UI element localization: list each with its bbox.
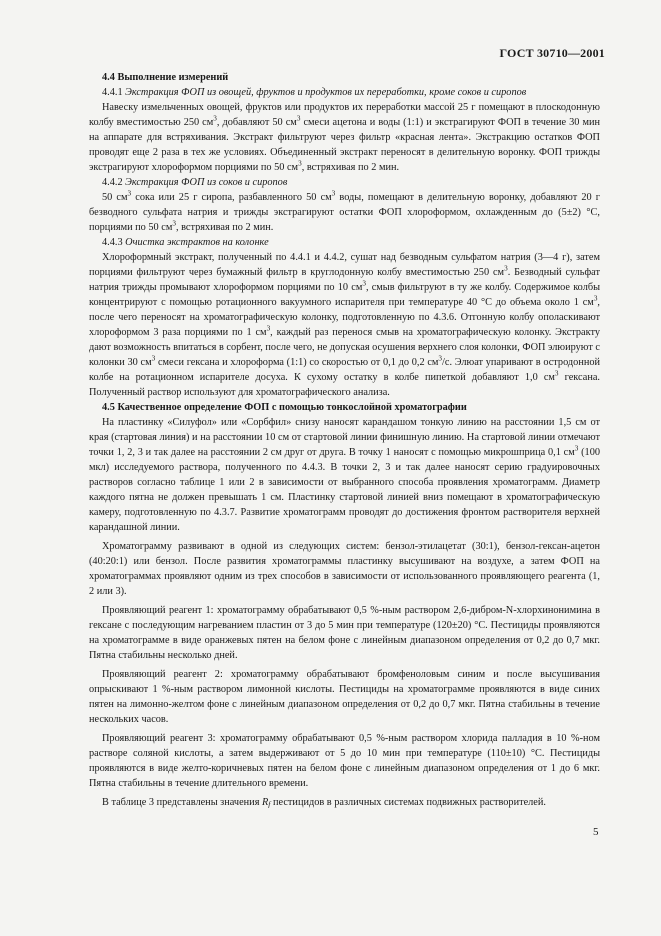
document-body: [89, 70, 600, 812]
paragraph-4-4-2: 50 $см^3$ сока или 25 г сиропа, разбавленного 50 $см^3$ воды, помещают в делительную воронку, добавляют 20 г безводного сульфата натрия и трижды экстрагируют остатки ФОП хлороформом, охлажденным до (5±2) °С, порциями по 50 $см^3$, встряхивая по 2 мин.: [89, 189, 600, 233]
subsection-4-4-1-heading: 4.4.1 Экстракция ФОП из овощей, фруктов и продуктов их переработки, кроме соков и сиропов: [102, 87, 527, 98]
paragraph-reagent-1: Проявляющий реагент 1: хроматограмму обрабатывают 0,5 %-ным раствором 2,6-дибром-N-хлорхинонимина в гексане с последующим нагреванием пластин от 3 до 5 мин при температуре (120±20) °С. Пестициды проявляются на хроматограмме в виде оранжевых пятен на белом фоне с линейным диапазоном определения от 0,2 до 0,7 мкг. Пятна стабильны несколько дней.: [89, 605, 600, 661]
section-4-5-heading: 4.5 Качественное определение ФОП с помощью тонкослойной хроматографии: [102, 402, 467, 413]
paragraph-4-5-plate-preparation: На пластинку «Силуфол» или «Сорбфил» снизу наносят карандашом тонкую линию на расстоянии 1,5 см от края (стартовая линия) и на расстоянии 10 см от стартовой линии финишную линию. На стартовой линии отмечают точки 1, 2, 3 и так далее на расстоянии 2 см друг от друга. В точку 1 наносят с помощью микрошприца 0,1 $см^3$ (100 мкл) исследуемого раствора, полученного по 4.4.3. В точки 2, 3 и так далее наносят серию градуировочных растворов согласно таблице 1 или 2 в зависимости от выбранного способа проявления хроматограмм. Диаметр каждого пятна не должен превышать 1 см. Пластинку стартовой линией вниз помещают в хроматографическую камеру, подготовленную по 4.3.7. Развитие хроматограмм проводят до достижения фронтом растворителя верхней карандашной линии.: [89, 417, 600, 533]
paragraph-4-4-1: Навеску измельченных овощей, фруктов или продуктов их переработки массой 25 г помещают в плоскодонную колбу вместимостью 250 $см^3$, добавляют 50 $см^3$ смеси ацетона и воды (1:1) и экстрагируют ФОП в течение 30 мин на аппарате для встряхивания. Экстракт фильтруют через фильтр «красная лента». Экстракцию остатков ФОП проводят еще 2 раза в тех же условиях. Объединенный экстракт переносят в делительную воронку. ФОП трижды экстрагируют хлороформом порциями по 50 $см^3$, встряхивая по 2 мин.: [89, 102, 600, 173]
subsection-4-4-2-heading: 4.4.2 Экстракция ФОП из соков и сиропов: [102, 177, 288, 188]
standard-code-header: ГОСТ 30710—2001: [499, 46, 605, 60]
paragraph-4-5-development: Хроматограмму развивают в одной из следующих систем: бензол-этилацетат (30:1), бензол-гексан-ацетон (40:20:1) или бензол. После развития хроматограммы пластинку высушивают на воздухе, а затем ФОП на хроматограммах проявляют одним из трех способов в зависимости от использованного проявляющего реагента (1, 2 или 3).: [89, 541, 600, 597]
paragraph-table-3-reference: В таблице 3 представлены значения Rf пестицидов в различных системах подвижных растворителей.: [102, 797, 546, 809]
section-4-4-heading: 4.4 Выполнение измерений: [102, 72, 229, 83]
subsection-4-4-3-heading: 4.4.3 Очистка экстрактов на колонке: [102, 237, 269, 248]
paragraph-4-4-3: Хлороформный экстракт, полученный по 4.4.1 и 4.4.2, сушат над безводным сульфатом натрия (3—4 г), затем порциями фильтруют через бумажный фильтр в круглодонную колбу вместимостью 250 $см^3$. Безводный сульфат натрия трижды промывают хлороформом порциями по 10 $см^3$, смыв фильтруют в ту же колбу. Содержимое колбы концентрируют с помощью ротационного вакуумного испарителя при температуре 40 °С до объема около 1 $см^3$, после чего переносят на хроматографическую колонку, подготовленную по 4.3.6. Отгонную колбу ополаскивают хлороформом 3 раза порциями по 1 $см^3$, каждый раз перенося смыв на хроматографическую колонку. Экстракту дают возможность впитаться в сорбент, после чего, не допуская осушения верхнего слоя колонки, ФОП элюируют с колонки 30 $см^3$ смеси гексана и хлороформа (1:1) со скоростью от 0,1 до 0,2 $см^3/с$. Элюат упаривают в остродонной колбе на ротационном испарителе досуха. К сухому остатку в колбе пипеткой добавляют 1,0 $см^3$ гексана. Полученный раствор используют для хроматографического анализа.: [89, 252, 600, 398]
page-number: 5: [593, 826, 599, 838]
paragraph-reagent-3: Проявляющий реагент 3: хроматограмму обрабатывают 0,5 %-ным раствором хлорида палладия в 10 %-ном растворе соляной кислоты, а затем выдерживают от 5 до 10 мин при температуре (110±10) °С. Пестициды проявляются в виде желто-коричневых пятен на белом фоне с линейным диапазоном определения от 1 до 6 мкг. Пятна стабильны в течение длительного времени.: [89, 733, 600, 789]
paragraph-reagent-2: Проявляющий реагент 2: хроматограмму обрабатывают бромфеноловым синим и после высушивания опрыскивают 1 %-ным раствором лимонной кислоты. Пестициды на хроматограмме проявляются в виде синих пятен на лимонно-желтом фоне с линейным диапазоном определения от 0,2 до 0,7 мкг. Пятна стабильны в течение нескольких часов.: [89, 669, 600, 725]
